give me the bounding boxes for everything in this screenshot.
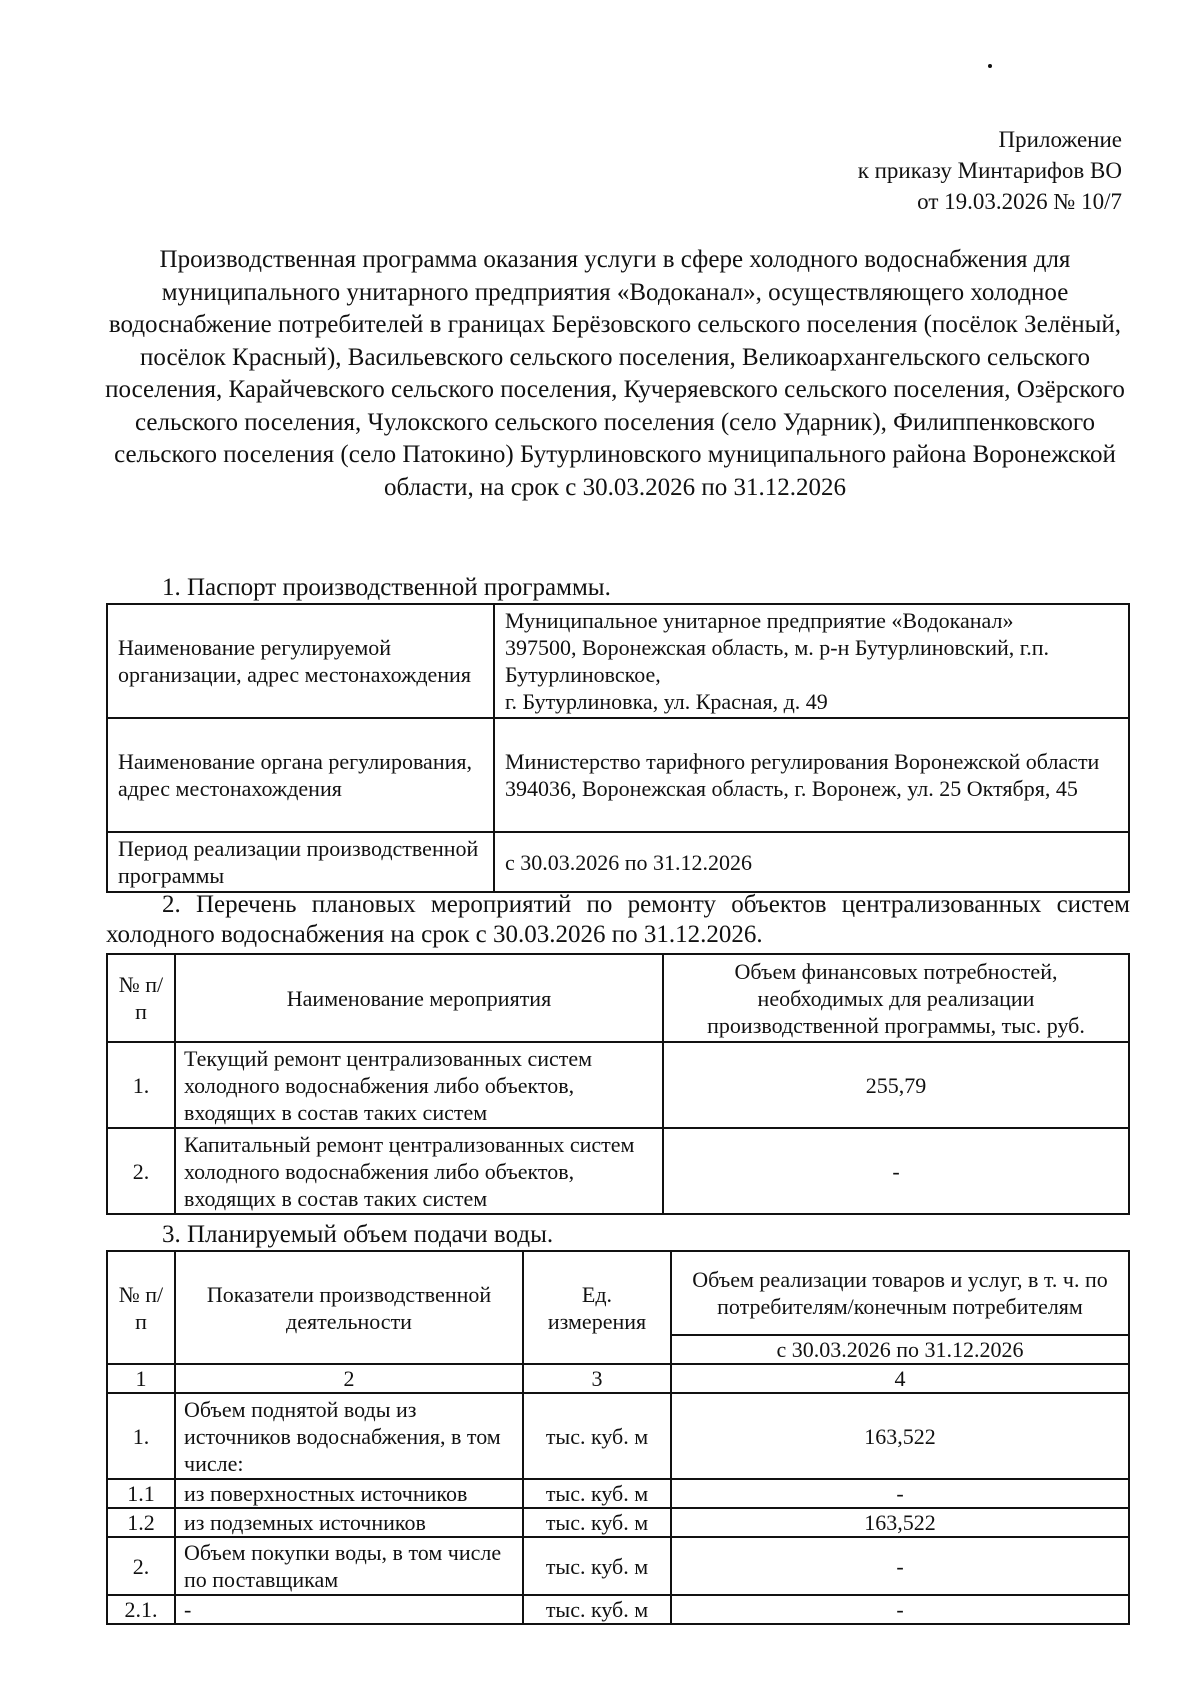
column-number: 1: [107, 1364, 175, 1393]
stray-mark: [988, 64, 992, 68]
table-row: [107, 1042, 1129, 1128]
section2-heading: 2. Перечень плановых мероприятий по ремонту объектов централизованных систем холодного водоснабжения на срок с 30.03.2026 по 31.12.2026.: [106, 891, 1130, 948]
row-num: 2.: [107, 1128, 175, 1214]
water-supply-table: [106, 1250, 1130, 1625]
table-row: [107, 1479, 1129, 1508]
appendix-line-2: к приказу Минтарифов ВО: [857, 158, 1122, 183]
passport-label: Период реализации производственной программы: [107, 832, 494, 892]
row-name: из подземных источников: [175, 1508, 523, 1537]
row-unit: тыс. куб. м: [523, 1508, 671, 1537]
appendix-header: [858, 124, 1122, 217]
column-number: 2: [175, 1364, 523, 1393]
col-header-finance: Объем финансовых потребностей, необходимых для реализации производственной программы, тыс. руб.: [663, 954, 1129, 1042]
row-value: 255,79: [663, 1042, 1129, 1128]
table-row: [107, 1537, 1129, 1595]
passport-label: Наименование органа регулирования, адрес местонахождения: [107, 718, 494, 832]
table-row: [107, 1508, 1129, 1537]
col-header-num: № п/п: [107, 1251, 175, 1364]
row-num: 1.: [107, 1042, 175, 1128]
row-num: 1.1: [107, 1479, 175, 1508]
column-number-row: [107, 1364, 1129, 1393]
section1-heading: 1. Паспорт производственной программы.: [162, 574, 611, 601]
table-row: [107, 718, 1129, 832]
row-name: из поверхностных источников: [175, 1479, 523, 1508]
row-name: Объем поднятой воды из источников водоснабжения, в том числе:: [175, 1393, 523, 1479]
passport-value: Муниципальное унитарное предприятие «Водоканал» 397500, Воронежская область, м. р-н Бутурлиновский, г.п. Бутурлиновское, г. Бутурлиновка, ул. Красная, д. 49: [494, 604, 1129, 718]
row-value: -: [671, 1595, 1129, 1624]
row-value: 163,522: [671, 1508, 1129, 1537]
passport-table: [106, 603, 1130, 893]
row-value: 163,522: [671, 1393, 1129, 1479]
table-row: [107, 604, 1129, 718]
repair-table: [106, 953, 1130, 1215]
row-num: 2.1.: [107, 1595, 175, 1624]
appendix-line-3: от 19.03.2026 № 10/7: [917, 189, 1122, 214]
passport-value: Министерство тарифного регулирования Воронежской области 394036, Воронежская область, г. Воронеж, ул. 25 Октября, 45: [494, 718, 1129, 832]
row-unit: тыс. куб. м: [523, 1537, 671, 1595]
row-unit: тыс. куб. м: [523, 1595, 671, 1624]
table-row: [107, 832, 1129, 892]
row-name: Капитальный ремонт централизованных систем холодного водоснабжения либо объектов, входящих в состав таких систем: [175, 1128, 663, 1214]
passport-value: с 30.03.2026 по 31.12.2026: [494, 832, 1129, 892]
column-number: 3: [523, 1364, 671, 1393]
table-row: [107, 1128, 1129, 1214]
col-header-indicator: Показатели производственной деятельности: [175, 1251, 523, 1364]
row-name: Объем покупки воды, в том числе по поставщикам: [175, 1537, 523, 1595]
row-unit: тыс. куб. м: [523, 1479, 671, 1508]
row-value: -: [671, 1537, 1129, 1595]
col-header-volume: Объем реализации товаров и услуг, в т. ч. по потребителям/конечным потребителям: [671, 1251, 1129, 1335]
row-name: Текущий ремонт централизованных систем холодного водоснабжения либо объектов, входящих в состав таких систем: [175, 1042, 663, 1128]
table-header-row: [107, 1251, 1129, 1335]
section3-heading: 3. Планируемый объем подачи воды.: [162, 1221, 554, 1248]
table-row: [107, 1393, 1129, 1479]
row-value: -: [671, 1479, 1129, 1508]
table-row: [107, 1595, 1129, 1624]
document-title: Производственная программа оказания услуги в сфере холодного водоснабжения для муниципального унитарного предприятия «Водоканал», осуществляющего холодное водоснабжение потребителей в границах Берёзовского сельского поселения (посёлок Зелёный, посёлок Красный), Васильевского сельского поселения, Великоархангельского сельского поселения, Карайчевского сельского поселения, Кучеряевского сельского поселения, Озёрского сельского поселения, Чулокского сельского поселения (село Ударник), Филиппенковского сельского поселения (село Патокино) Бутурлиновского муниципального района Воронежской области, на срок с 30.03.2026 по 31.12.2026: [105, 246, 1125, 501]
table-header-row: [107, 954, 1129, 1042]
col-header-unit: Ед. измерения: [523, 1251, 671, 1364]
row-name: -: [175, 1595, 523, 1624]
row-num: 1.2: [107, 1508, 175, 1537]
col-header-period: с 30.03.2026 по 31.12.2026: [671, 1335, 1129, 1364]
col-header-name: Наименование мероприятия: [175, 954, 663, 1042]
row-num: 2.: [107, 1537, 175, 1595]
col-header-num: № п/п: [107, 954, 175, 1042]
row-num: 1.: [107, 1393, 175, 1479]
passport-label: Наименование регулируемой организации, адрес местонахождения: [107, 604, 494, 718]
column-number: 4: [671, 1364, 1129, 1393]
appendix-line-1: Приложение: [998, 127, 1122, 152]
row-value: -: [663, 1128, 1129, 1214]
row-unit: тыс. куб. м: [523, 1393, 671, 1479]
